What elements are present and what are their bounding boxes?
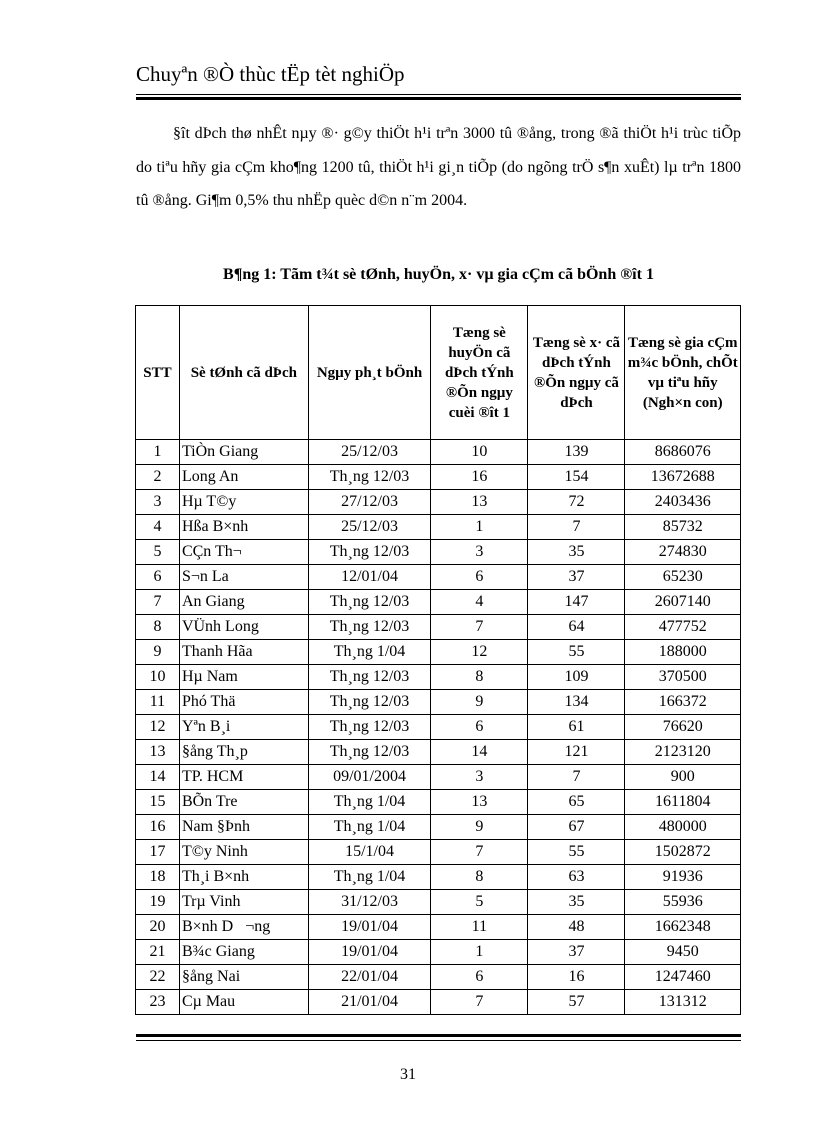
- communes-cell: 55: [528, 640, 625, 665]
- stt-cell: 12: [136, 715, 180, 740]
- date-cell: 25/12/03: [308, 440, 431, 465]
- date-cell: Th¸ng 12/03: [308, 665, 431, 690]
- date-cell: 31/12/03: [308, 890, 431, 915]
- province-cell: Long An: [179, 465, 308, 490]
- province-cell: Th¸i B×nh: [179, 865, 308, 890]
- communes-cell: 57: [528, 990, 625, 1015]
- districts-cell: 9: [431, 690, 528, 715]
- districts-cell: 8: [431, 665, 528, 690]
- province-cell: TP. HCM: [179, 765, 308, 790]
- table-row: [136, 515, 741, 540]
- poultry-cell: 480000: [625, 815, 741, 840]
- stt-cell: 10: [136, 665, 180, 690]
- table-caption: B¶ng 1: Tãm t¾t sè tØnh, huyÖn, x· vµ gia cÇm cã bÖnh ®ît 1: [223, 266, 654, 283]
- poultry-cell: 1611804: [625, 790, 741, 815]
- districts-cell: 4: [431, 590, 528, 615]
- date-cell: 25/12/03: [308, 515, 431, 540]
- date-cell: 21/01/04: [308, 990, 431, 1015]
- data-table: [135, 305, 741, 1015]
- stt-cell: 7: [136, 590, 180, 615]
- stt-cell: 5: [136, 540, 180, 565]
- poultry-cell: 65230: [625, 565, 741, 590]
- table-row: [136, 765, 741, 790]
- poultry-cell: 188000: [625, 640, 741, 665]
- date-cell: 19/01/04: [308, 915, 431, 940]
- table-row: [136, 440, 741, 465]
- table-row: [136, 940, 741, 965]
- communes-cell: 65: [528, 790, 625, 815]
- table-row: [136, 490, 741, 515]
- districts-cell: 5: [431, 890, 528, 915]
- header-date: Ngµy ph¸t bÖnh: [308, 306, 431, 440]
- districts-cell: 7: [431, 840, 528, 865]
- table-row: [136, 665, 741, 690]
- header-stt: STT: [136, 306, 180, 440]
- communes-cell: 147: [528, 590, 625, 615]
- province-cell: §ång Th¸p: [179, 740, 308, 765]
- poultry-cell: 131312: [625, 990, 741, 1015]
- communes-cell: 109: [528, 665, 625, 690]
- table-row: [136, 740, 741, 765]
- poultry-cell: 85732: [625, 515, 741, 540]
- province-cell: Hßa B×nh: [179, 515, 308, 540]
- communes-cell: 67: [528, 815, 625, 840]
- communes-cell: 48: [528, 915, 625, 940]
- table-row: [136, 965, 741, 990]
- poultry-cell: 900: [625, 765, 741, 790]
- stt-cell: 8: [136, 615, 180, 640]
- date-cell: Th¸ng 12/03: [308, 615, 431, 640]
- districts-cell: 11: [431, 915, 528, 940]
- communes-cell: 64: [528, 615, 625, 640]
- stt-cell: 17: [136, 840, 180, 865]
- poultry-cell: 477752: [625, 615, 741, 640]
- districts-cell: 12: [431, 640, 528, 665]
- date-cell: Th¸ng 12/03: [308, 590, 431, 615]
- date-cell: Th¸ng 1/04: [308, 640, 431, 665]
- poultry-cell: 2403436: [625, 490, 741, 515]
- header-communes: Tæng sè x· cã dÞch tÝnh ®Õn ngµy cã dÞch: [528, 306, 625, 440]
- stt-cell: 16: [136, 815, 180, 840]
- communes-cell: 7: [528, 765, 625, 790]
- province-cell: Nam §Þnh: [179, 815, 308, 840]
- districts-cell: 10: [431, 440, 528, 465]
- communes-cell: 35: [528, 540, 625, 565]
- province-cell: §ång Nai: [179, 965, 308, 990]
- communes-cell: 37: [528, 565, 625, 590]
- province-cell: Yªn B¸i: [179, 715, 308, 740]
- date-cell: Th¸ng 12/03: [308, 540, 431, 565]
- table-row: [136, 890, 741, 915]
- date-cell: 15/1/04: [308, 840, 431, 865]
- table-row: [136, 990, 741, 1015]
- table-row: [136, 815, 741, 840]
- body-paragraph: [136, 117, 741, 218]
- stt-cell: 13: [136, 740, 180, 765]
- table-row: [136, 615, 741, 640]
- table-row: [136, 465, 741, 490]
- page-header-title: Chuyªn ®Ò thùc tËp tèt nghiÖp: [136, 62, 405, 86]
- communes-cell: 7: [528, 515, 625, 540]
- districts-cell: 1: [431, 940, 528, 965]
- stt-cell: 14: [136, 765, 180, 790]
- table-header-row: [136, 306, 741, 440]
- page-number: 31: [400, 1066, 416, 1083]
- paragraph-text: §ît dÞch thø nhÊt nµy ®· g©y thiÖt h¹i trªn 3000 tû ®ång, trong ®ã thiÖt h¹i trùc tiÕp do tiªu hñy gia cÇm kho¶ng 1200 tû, thiÖt h¹i gi¸n tiÕp (do ngõng trÖ s¶n xuÊt) lµ trªn 1800 tû ®ång. Gi¶m 0,5% thu nhËp quèc d©n n¨m 2004.: [136, 125, 741, 209]
- communes-cell: 72: [528, 490, 625, 515]
- date-cell: 22/01/04: [308, 965, 431, 990]
- poultry-cell: 1502872: [625, 840, 741, 865]
- date-cell: Th¸ng 1/04: [308, 865, 431, 890]
- table-row: [136, 690, 741, 715]
- poultry-cell: 55936: [625, 890, 741, 915]
- stt-cell: 2: [136, 465, 180, 490]
- province-cell: Thanh Hãa: [179, 640, 308, 665]
- province-cell: Hµ T©y: [179, 490, 308, 515]
- stt-cell: 21: [136, 940, 180, 965]
- date-cell: Th¸ng 12/03: [308, 715, 431, 740]
- districts-cell: 14: [431, 740, 528, 765]
- province-cell: B×nh D ¬ng: [179, 915, 308, 940]
- date-cell: 09/01/2004: [308, 765, 431, 790]
- poultry-cell: 2607140: [625, 590, 741, 615]
- poultry-cell: 8686076: [625, 440, 741, 465]
- districts-cell: 13: [431, 490, 528, 515]
- date-cell: Th¸ng 1/04: [308, 815, 431, 840]
- districts-cell: 6: [431, 965, 528, 990]
- date-cell: Th¸ng 12/03: [308, 740, 431, 765]
- table-row: [136, 865, 741, 890]
- districts-cell: 7: [431, 615, 528, 640]
- stt-cell: 3: [136, 490, 180, 515]
- communes-cell: 35: [528, 890, 625, 915]
- stt-cell: 4: [136, 515, 180, 540]
- table-row: [136, 540, 741, 565]
- province-cell: S¬n La: [179, 565, 308, 590]
- communes-cell: 63: [528, 865, 625, 890]
- table-row: [136, 565, 741, 590]
- province-cell: BÕn Tre: [179, 790, 308, 815]
- poultry-cell: 9450: [625, 940, 741, 965]
- districts-cell: 3: [431, 540, 528, 565]
- date-cell: 27/12/03: [308, 490, 431, 515]
- table-row: [136, 590, 741, 615]
- districts-cell: 7: [431, 990, 528, 1015]
- stt-cell: 19: [136, 890, 180, 915]
- communes-cell: 121: [528, 740, 625, 765]
- poultry-cell: 2123120: [625, 740, 741, 765]
- communes-cell: 37: [528, 940, 625, 965]
- communes-cell: 134: [528, 690, 625, 715]
- stt-cell: 11: [136, 690, 180, 715]
- province-cell: CÇn Th¬: [179, 540, 308, 565]
- province-cell: T©y Ninh: [179, 840, 308, 865]
- header-province: Sè tØnh cã dÞch: [179, 306, 308, 440]
- stt-cell: 9: [136, 640, 180, 665]
- date-cell: Th¸ng 12/03: [308, 465, 431, 490]
- stt-cell: 15: [136, 790, 180, 815]
- header-poultry: Tæng sè gia cÇm m¾c bÖnh, chÕt vµ tiªu hñy (Ngh×n con): [625, 306, 741, 440]
- poultry-cell: 13672688: [625, 465, 741, 490]
- stt-cell: 18: [136, 865, 180, 890]
- poultry-cell: 166372: [625, 690, 741, 715]
- date-cell: Th¸ng 12/03: [308, 690, 431, 715]
- districts-cell: 3: [431, 765, 528, 790]
- stt-cell: 1: [136, 440, 180, 465]
- poultry-cell: 1662348: [625, 915, 741, 940]
- stt-cell: 20: [136, 915, 180, 940]
- poultry-cell: 1247460: [625, 965, 741, 990]
- header-rule-thin: [136, 94, 741, 95]
- poultry-cell: 274830: [625, 540, 741, 565]
- districts-cell: 16: [431, 465, 528, 490]
- header-districts: Tæng sè huyÖn cã dÞch tÝnh ®Õn ngµy cuèi ®ît 1: [431, 306, 528, 440]
- poultry-cell: 91936: [625, 865, 741, 890]
- stt-cell: 23: [136, 990, 180, 1015]
- footer-rule-thick: [136, 1034, 741, 1037]
- province-cell: Trµ Vinh: [179, 890, 308, 915]
- districts-cell: 6: [431, 715, 528, 740]
- date-cell: Th¸ng 1/04: [308, 790, 431, 815]
- province-cell: Hµ Nam: [179, 665, 308, 690]
- table-row: [136, 640, 741, 665]
- districts-cell: 13: [431, 790, 528, 815]
- communes-cell: 61: [528, 715, 625, 740]
- province-cell: B¾c Giang: [179, 940, 308, 965]
- stt-cell: 6: [136, 565, 180, 590]
- communes-cell: 139: [528, 440, 625, 465]
- communes-cell: 55: [528, 840, 625, 865]
- footer-rule-thin: [136, 1040, 741, 1041]
- districts-cell: 8: [431, 865, 528, 890]
- date-cell: 12/01/04: [308, 565, 431, 590]
- table-row: [136, 715, 741, 740]
- date-cell: 19/01/04: [308, 940, 431, 965]
- districts-cell: 9: [431, 815, 528, 840]
- table-row: [136, 840, 741, 865]
- province-cell: An Giang: [179, 590, 308, 615]
- stt-cell: 22: [136, 965, 180, 990]
- table-row: [136, 790, 741, 815]
- districts-cell: 1: [431, 515, 528, 540]
- province-cell: Phó Thä: [179, 690, 308, 715]
- communes-cell: 16: [528, 965, 625, 990]
- poultry-cell: 370500: [625, 665, 741, 690]
- province-cell: VÜnh Long: [179, 615, 308, 640]
- districts-cell: 6: [431, 565, 528, 590]
- province-cell: TiÒn Giang: [179, 440, 308, 465]
- table-row: [136, 915, 741, 940]
- province-cell: Cµ Mau: [179, 990, 308, 1015]
- header-rule-thick: [136, 97, 741, 100]
- communes-cell: 154: [528, 465, 625, 490]
- poultry-cell: 76620: [625, 715, 741, 740]
